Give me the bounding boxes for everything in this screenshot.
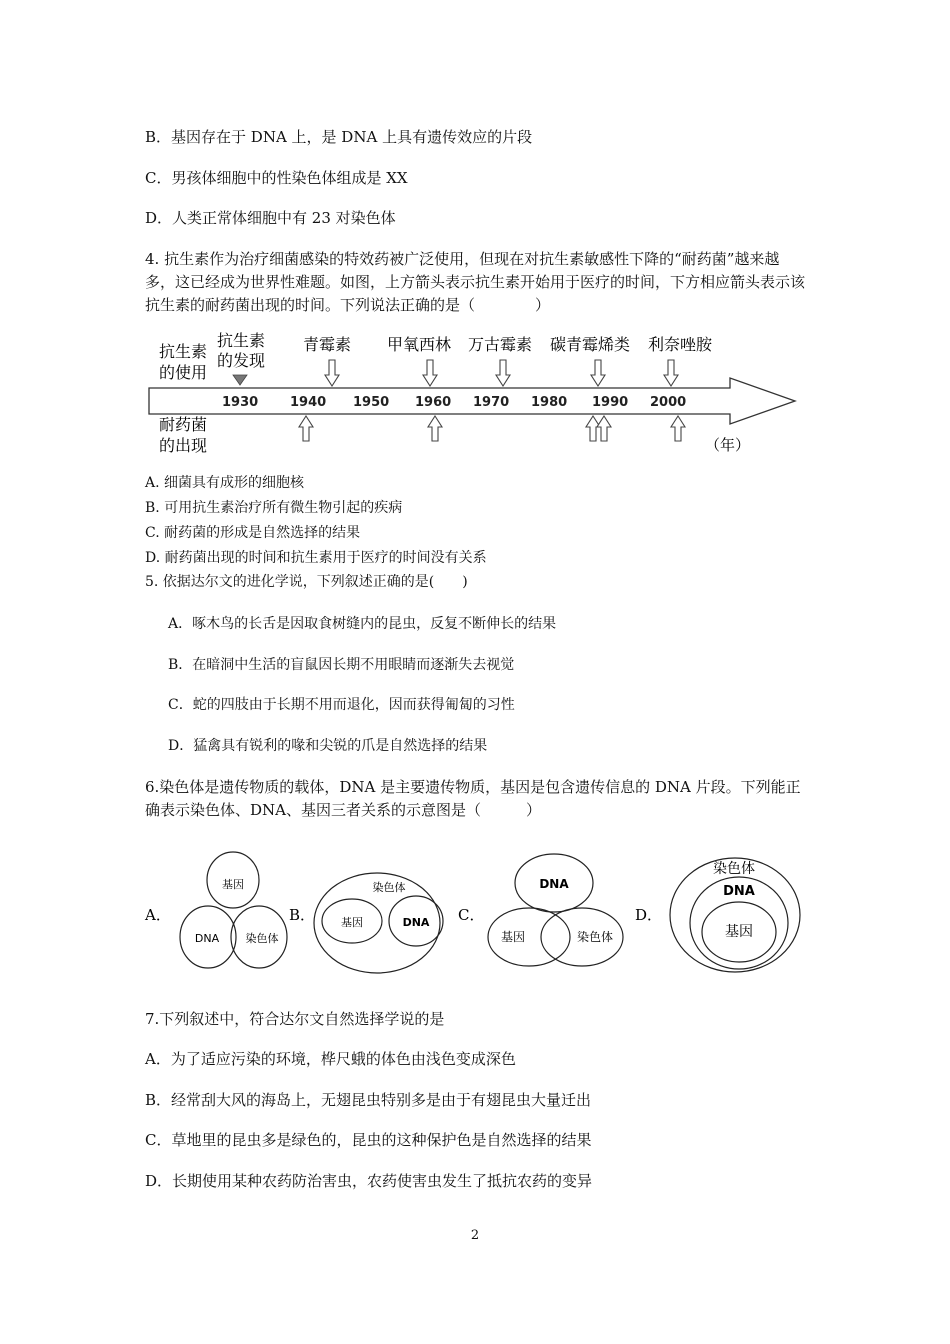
drug-vancomycin: 万古霉素 <box>468 335 533 354</box>
drug-penicillin: 青霉素 <box>303 335 352 354</box>
up-arrow-icon <box>299 416 313 441</box>
label-resistant-1: 耐药菌 <box>159 415 208 434</box>
q5-option-d: D．猛禽具有锐利的喙和尖锐的爪是自然选择的结果 <box>168 738 488 754</box>
option-d-dna-label: DNA <box>723 884 755 899</box>
q7-option-d: D．长期使用某种农药防治害虫，农药使害虫发生了抵抗农药的变异 <box>145 1172 593 1190</box>
q4-option-b: B. 可用抗生素治疗所有微生物引起的疾病 <box>145 500 403 516</box>
down-arrow-icon <box>325 360 339 386</box>
label-use-2: 的使用 <box>159 363 208 382</box>
venn-options <box>140 845 810 980</box>
label-discovery-1: 抗生素 <box>217 331 266 350</box>
q7-option-a: A．为了适应污染的环境，桦尺蛾的体色由浅色变成深色 <box>145 1050 516 1068</box>
page-number: 2 <box>470 1228 480 1243</box>
option-b-dna-label: DNA <box>402 916 430 929</box>
discovery-marker-icon <box>233 375 247 385</box>
option-c-dna-label: DNA <box>539 877 569 891</box>
label-resistant-2: 的出现 <box>159 436 208 455</box>
option-a-chromosome-label: 染色体 <box>245 932 279 945</box>
year-1950: 1950 <box>353 395 390 410</box>
year-1930: 1930 <box>222 395 259 410</box>
option-b-chromosome-label: 染色体 <box>372 881 406 894</box>
option-c-gene-label: 基因 <box>500 930 526 944</box>
q5-option-a: A．啄木鸟的长舌是因取食树缝内的昆虫，反复不断伸长的结果 <box>168 616 557 632</box>
year-1960: 1960 <box>415 395 452 410</box>
year-1990: 1990 <box>592 395 629 410</box>
q7-stem: 7.下列叙述中，符合达尔文自然选择学说的是 <box>145 1010 445 1028</box>
q4-option-a: A. 细菌具有成形的细胞核 <box>145 475 305 491</box>
label-discovery-2: 的发现 <box>217 351 266 370</box>
q7-option-c: C．草地里的昆虫多是绿色的，昆虫的这种保护色是自然选择的结果 <box>145 1131 592 1149</box>
option-a-letter: A． <box>145 906 171 924</box>
option-d-chromosome-label: 染色体 <box>713 861 755 877</box>
q5-option-c: C．蛇的四肢由于长期不用而退化，因而获得匍匐的习性 <box>168 697 515 713</box>
year-2000: 2000 <box>650 395 687 410</box>
option-d-letter: D． <box>635 906 663 924</box>
option-a-gene-label: 基因 <box>222 878 244 891</box>
option-b-gene-label: 基因 <box>341 916 363 929</box>
option-a-dna-label: DNA <box>194 932 220 945</box>
year-1980: 1980 <box>531 395 568 410</box>
q7-option-b: B．经常刮大风的海岛上，无翅昆虫特别多是由于有翅昆虫大量迁出 <box>145 1091 592 1109</box>
unit-year: （年） <box>705 436 751 454</box>
drug-carbapenem: 碳青霉烯类 <box>550 335 631 354</box>
q4-stem: 4. 抗生素作为治疗细菌感染的特效药被广泛使用，但现在对抗生素敏感性下降的“耐药菌”越来越多，这已经成为世界性难题。如图，上方箭头表示抗生素开始用于医疗的时间，下方相应箭头表示该抗生素的耐药菌出现的时间。下列说法正确的是（ ） <box>145 250 806 314</box>
down-arrow-icon <box>496 360 510 386</box>
drug-methicillin: 甲氧西林 <box>387 335 452 354</box>
q3-option-c: C．男孩体细胞中的性染色体组成是 XX <box>145 169 408 187</box>
label-use-1: 抗生素 <box>159 342 208 361</box>
up-arrow-icon <box>428 416 442 441</box>
option-d-gene-label: 基因 <box>725 924 753 940</box>
down-arrow-icon <box>591 360 605 386</box>
up-arrow-icon <box>597 416 611 441</box>
q4-option-c: C. 耐药菌的形成是自然选择的结果 <box>145 525 361 541</box>
q4-option-d: D. 耐药菌出现的时间和抗生素用于医疗的时间没有关系 <box>145 550 487 566</box>
q3-option-b: B．基因存在于 DNA 上，是 DNA 上具有遗传效应的片段 <box>145 128 533 146</box>
q6-stem: 6.染色体是遗传物质的载体，DNA 是主要遗传物质，基因是包含遗传信息的 DNA 片段。下列能正确表示染色体、DNA、基因三者关系的示意图是（ ） <box>145 778 801 819</box>
year-1970: 1970 <box>473 395 510 410</box>
down-arrow-icon <box>423 360 437 386</box>
up-arrow-icon <box>586 416 600 441</box>
option-c-chromosome-label: 染色体 <box>576 930 614 944</box>
q3-option-d: D．人类正常体细胞中有 23 对染色体 <box>145 209 396 227</box>
q5-option-b: B．在暗洞中生活的盲鼠因长期不用眼睛而逐渐失去视觉 <box>168 657 515 673</box>
down-arrow-icon <box>664 360 678 386</box>
option-c-letter: C． <box>458 906 485 924</box>
antibiotic-timeline <box>145 330 805 460</box>
up-arrow-icon <box>671 416 685 441</box>
drug-linezolid: 利奈唑胺 <box>648 335 713 354</box>
q5-stem: 5. 依据达尔文的进化学说，下列叙述正确的是( ) <box>145 574 468 590</box>
option-b-letter: B． <box>289 906 316 924</box>
year-1940: 1940 <box>290 395 327 410</box>
